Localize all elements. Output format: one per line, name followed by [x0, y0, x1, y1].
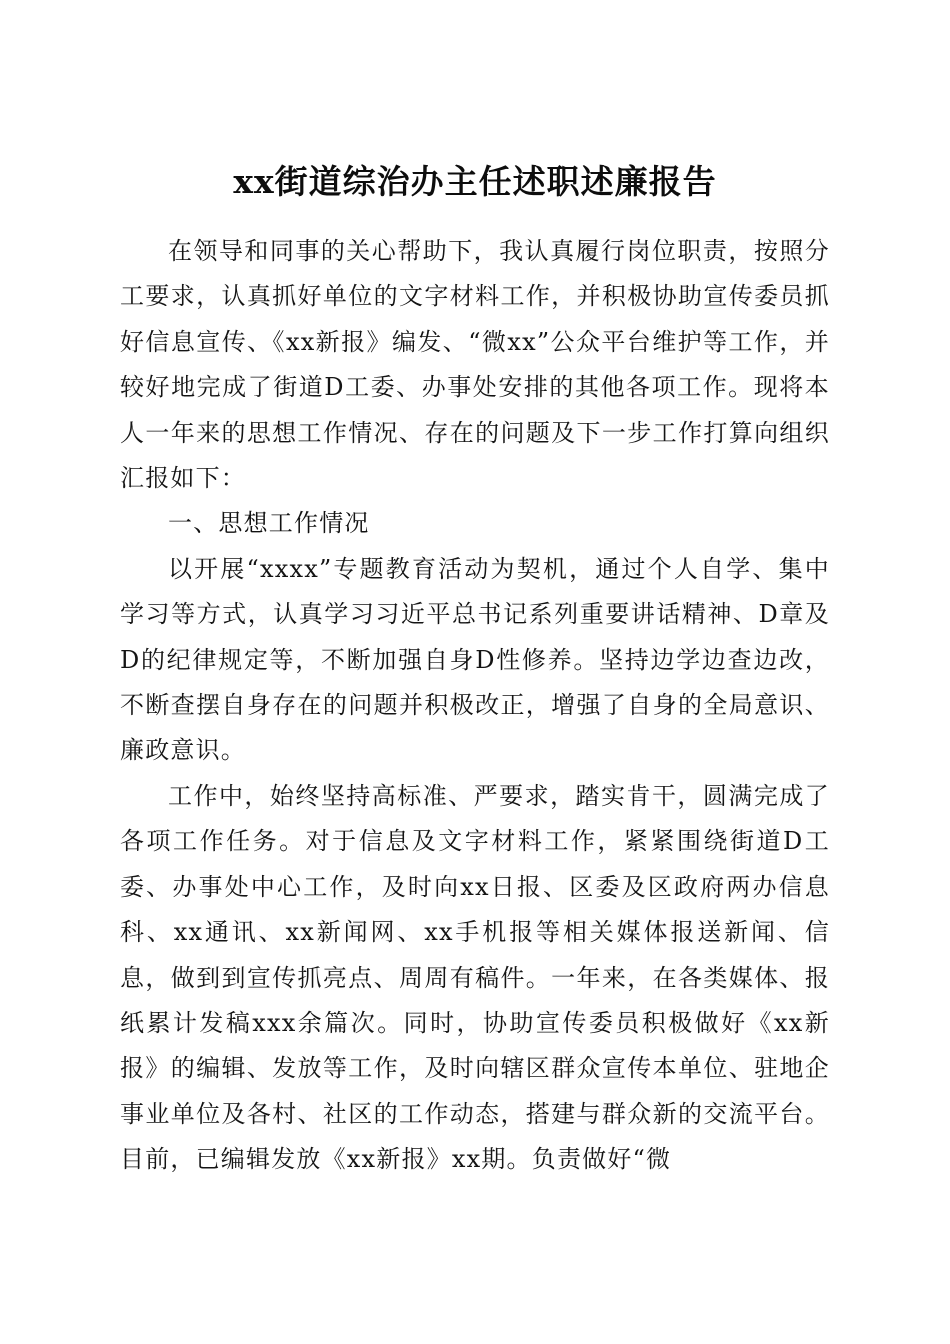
body-paragraph: 工作中，始终坚持高标准、严要求，踏实肯干，圆满完成了各项工作任务。对于信息及文字材料工作，紧紧围绕街道D工委、办事处中心工作，及时向xx日报、区委及区政府两办信息科、xx通讯、xx新闻网、xx手机报等相关媒体报送新闻、信息，做到到宣传抓亮点、周周有稿件。一年来，在各类媒体、报纸累计发稿xxx余篇次。同时，协助宣传委员积极做好《xx新报》的编辑、发放等工作，及时向辖区群众宣传本单位、驻地企事业单位及各村、社区的工作动态，搭建与群众新的交流平台。目前，已编辑发放《xx新报》xx期。负责做好“微 — [120, 781, 830, 1174]
document-body — [120, 229, 830, 1183]
section-heading: 一、思想工作情况 — [168, 509, 370, 538]
document-title: xx街道综治办主任述职述廉报告 — [233, 162, 717, 202]
body-paragraph: 以开展“xxxx”专题教育活动为契机，通过个人自学、集中学习等方式，认真学习习近平总书记系列重要讲话精神、D章及D的纪律规定等，不断加强自身D性修养。坚持边学边查边改，不断查摆自身存在的问题并积极改正，增强了自身的全局意识、廉政意识。 — [120, 554, 830, 765]
intro-paragraph: 在领导和同事的关心帮助下，我认真履行岗位职责，按照分工要求，认真抓好单位的文字材料工作，并积极协助宣传委员抓好信息宣传、《xx新报》编发、“微xx”公众平台维护等工作，并较好地完成了街道D工委、办事处安排的其他各项工作。现将本人一年来的思想工作情况、存在的问题及下一步工作打算向组织汇报如下： — [120, 237, 830, 493]
